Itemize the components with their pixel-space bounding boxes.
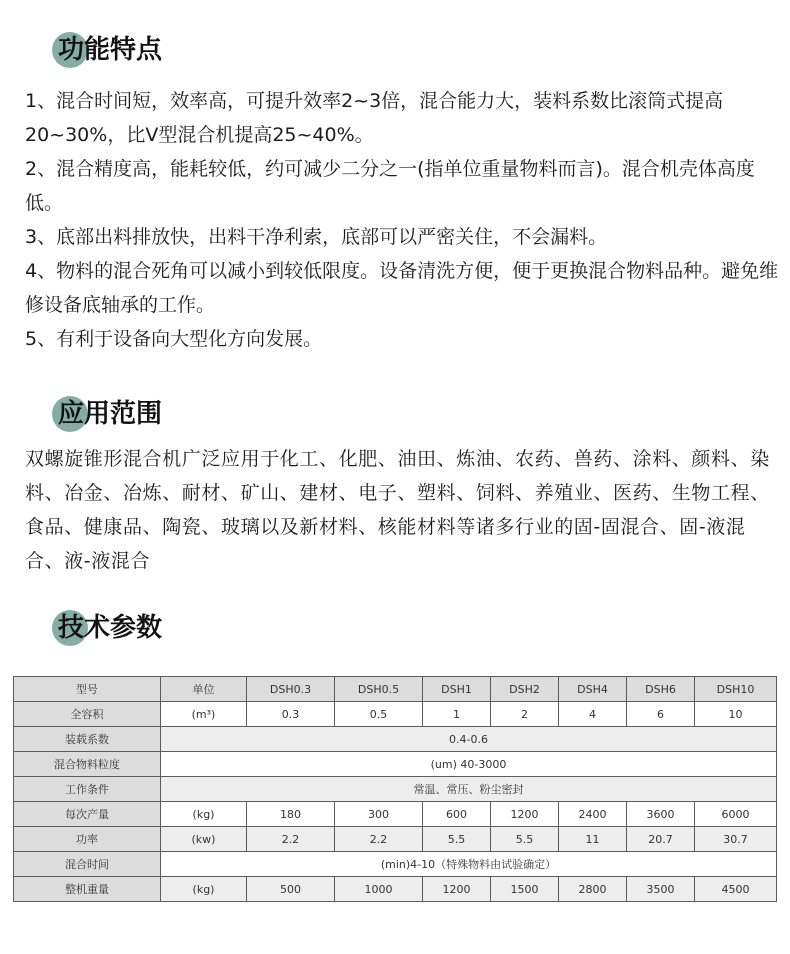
- row-label: 功率: [14, 827, 161, 852]
- value-cell: 5.5: [423, 827, 491, 852]
- feature-item-3: 3、底部出料排放快，出料干净利索，底部可以严密关住，不会漏料。: [25, 226, 608, 248]
- value-cell: 600: [423, 802, 491, 827]
- merged-value-cell: 0.4-0.6: [161, 727, 777, 752]
- table-row-load-factor: [14, 727, 777, 752]
- value-cell: 2: [491, 702, 559, 727]
- features-title: 功能特点: [58, 35, 163, 65]
- value-cell: 11: [559, 827, 627, 852]
- header-cell: 型号: [14, 677, 161, 702]
- value-cell: 1000: [335, 877, 423, 902]
- value-cell: 3500: [627, 877, 695, 902]
- header-cell: DSH2: [491, 677, 559, 702]
- unit-cell: (kw): [161, 827, 247, 852]
- table-row-power: [14, 827, 777, 852]
- header-cell: DSH10: [695, 677, 777, 702]
- value-cell: 30.7: [695, 827, 777, 852]
- features-list: [25, 84, 780, 356]
- feature-item-5: 5、有利于设备向大型化方向发展。: [25, 328, 323, 350]
- value-cell: 3600: [627, 802, 695, 827]
- row-label: 全容积: [14, 702, 161, 727]
- value-cell: 6000: [695, 802, 777, 827]
- merged-value-cell: 常温、常压、粉尘密封: [161, 777, 777, 802]
- value-cell: 6: [627, 702, 695, 727]
- feature-item-1: 1、混合时间短，效率高，可提升效率2~3倍，混合能力大，装料系数比滚筒式提高20~30%，比V型混合机提高25~40%。: [25, 90, 724, 146]
- value-cell: 2400: [559, 802, 627, 827]
- value-cell: 0.3: [247, 702, 335, 727]
- value-cell: 1200: [423, 877, 491, 902]
- value-cell: 180: [247, 802, 335, 827]
- header-cell: 单位: [161, 677, 247, 702]
- table-row-conditions: [14, 777, 777, 802]
- value-cell: 20.7: [627, 827, 695, 852]
- value-cell: 4500: [695, 877, 777, 902]
- row-label: 混合时间: [14, 852, 161, 877]
- merged-value-cell: (min)4-10（特殊物料由试验确定）: [161, 852, 777, 877]
- applications-paragraph: 双螺旋锥形混合机广泛应用于化工、化肥、油田、炼油、农药、兽药、涂料、颜料、染料、冶金、冶炼、耐材、矿山、建材、电子、塑料、饲料、养殖业、医药、生物工程、食品、健康品、陶瓷、玻璃以及新材料、核能材料等诸多行业的固-固混合、固-液混合、液-液混合: [25, 448, 770, 572]
- header-cell: DSH1: [423, 677, 491, 702]
- table-row-particle-size: [14, 752, 777, 777]
- specs-title: 技术参数: [58, 613, 163, 643]
- specs-table: [13, 676, 777, 902]
- table-row-mix-time: [14, 852, 777, 877]
- table-row-output: [14, 802, 777, 827]
- row-label: 每次产量: [14, 802, 161, 827]
- value-cell: 500: [247, 877, 335, 902]
- applications-text: [25, 442, 780, 578]
- header-cell: DSH6: [627, 677, 695, 702]
- value-cell: 0.5: [335, 702, 423, 727]
- row-label: 工作条件: [14, 777, 161, 802]
- unit-cell: (kg): [161, 877, 247, 902]
- header-cell: DSH4: [559, 677, 627, 702]
- value-cell: 1500: [491, 877, 559, 902]
- row-label: 装载系数: [14, 727, 161, 752]
- unit-cell: (m³): [161, 702, 247, 727]
- value-cell: 4: [559, 702, 627, 727]
- table-row-capacity: [14, 702, 777, 727]
- value-cell: 1200: [491, 802, 559, 827]
- table-header-row: [14, 677, 777, 702]
- header-cell: DSH0.5: [335, 677, 423, 702]
- value-cell: 2.2: [335, 827, 423, 852]
- value-cell: 1: [423, 702, 491, 727]
- value-cell: 5.5: [491, 827, 559, 852]
- row-label: 整机重量: [14, 877, 161, 902]
- feature-item-4: 4、物料的混合死角可以减小到较低限度。设备清洗方便，便于更换混合物料品种。避免维修设备底轴承的工作。: [25, 260, 779, 316]
- header-cell: DSH0.3: [247, 677, 335, 702]
- value-cell: 2800: [559, 877, 627, 902]
- value-cell: 10: [695, 702, 777, 727]
- table-row-weight: [14, 877, 777, 902]
- value-cell: 2.2: [247, 827, 335, 852]
- feature-item-2: 2、混合精度高，能耗较低，约可减少二分之一(指单位重量物料而言)。混合机壳体高度低。: [25, 158, 755, 214]
- applications-title: 应用范围: [58, 399, 163, 429]
- row-label: 混合物料粒度: [14, 752, 161, 777]
- merged-value-cell: (um) 40-3000: [161, 752, 777, 777]
- value-cell: 300: [335, 802, 423, 827]
- unit-cell: (kg): [161, 802, 247, 827]
